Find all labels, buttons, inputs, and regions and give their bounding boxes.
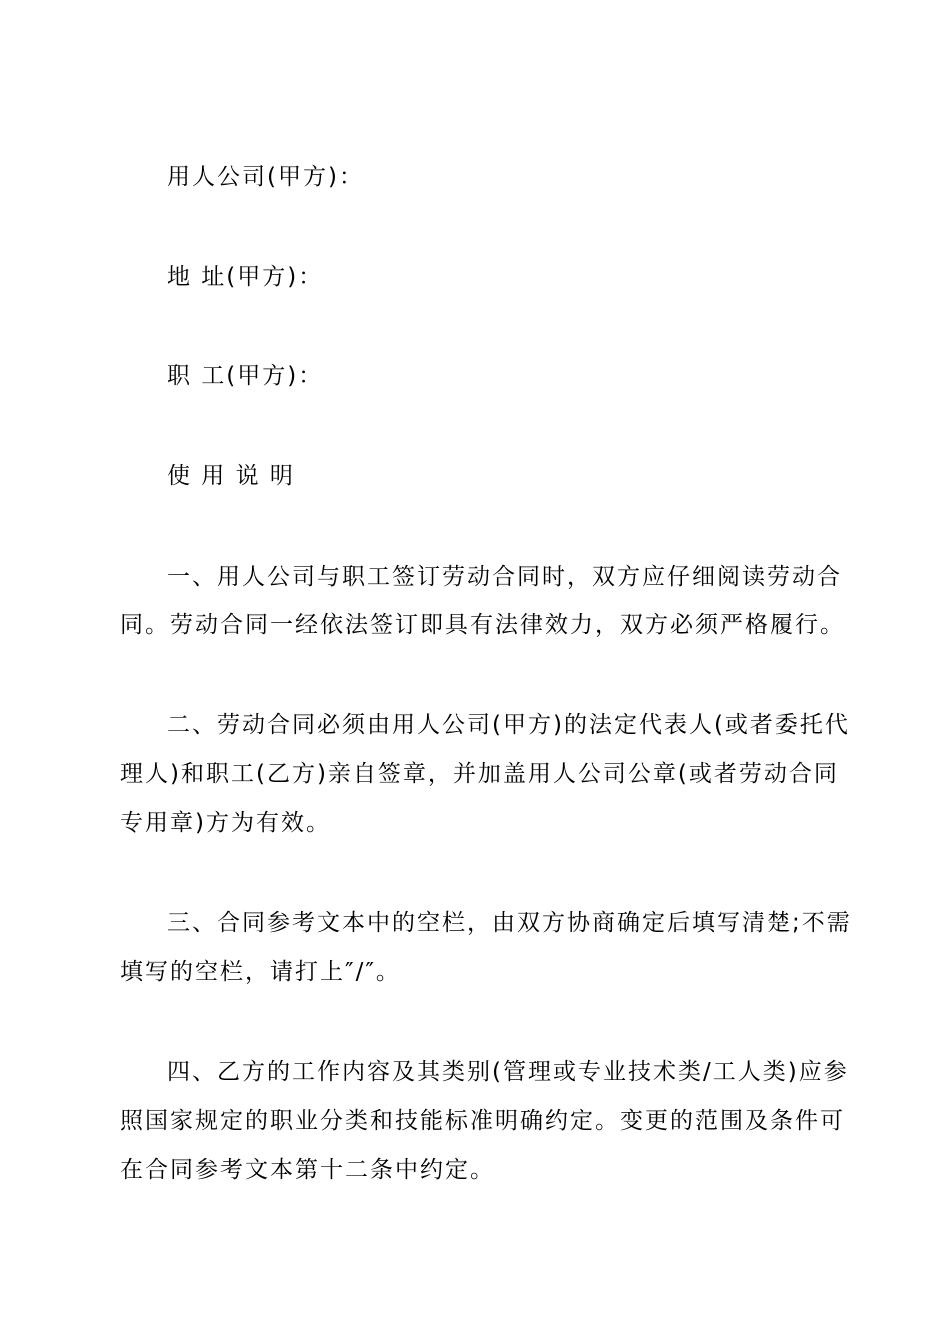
section-title: 使 用 说 明: [167, 463, 295, 489]
paragraph-line: 专用章)方为有效。: [120, 810, 331, 836]
address-field-label: 地 址(甲方)：: [167, 264, 324, 290]
paragraph-line: 三、合同参考文本中的空栏，由双方协商确定后填写清楚;不需: [167, 910, 852, 936]
paragraph-line: 理人)和职工(乙方)亲自签章，并加盖用人公司公章(或者劳动合同: [120, 761, 839, 787]
paragraph-line: 四、乙方的工作内容及其类别(管理或专业技术类/工人类)应参: [167, 1059, 849, 1085]
paragraph-line: 在合同参考文本第十二条中约定。: [120, 1157, 495, 1183]
paragraph-line: 同。劳动合同一经依法签订即具有法律效力，双方必须严格履行。: [120, 612, 845, 638]
paragraph-line: 照国家规定的职业分类和技能标准明确约定。变更的范围及条件可: [120, 1108, 845, 1134]
employee-field-label: 职 工(甲方)：: [167, 363, 324, 389]
paragraph-line: 一、用人公司与职工签订劳动合同时，双方应仔细阅读劳动合: [167, 564, 842, 590]
employer-field-label: 用人公司(甲方)：: [167, 164, 364, 190]
paragraph-line: 填写的空栏，请打上″/″。: [120, 959, 401, 985]
paragraph-line: 二、劳动合同必须由用人公司(甲方)的法定代表人(或者委托代: [167, 712, 850, 738]
